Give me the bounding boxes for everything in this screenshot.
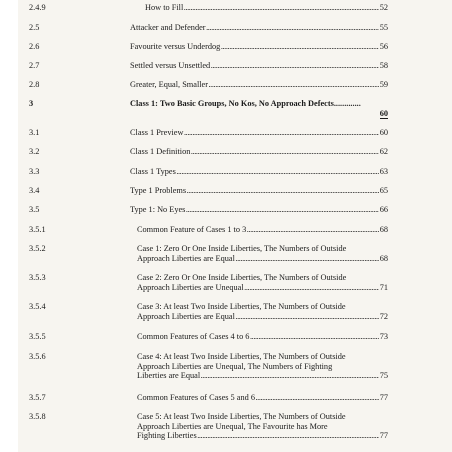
section-number: 3.5.5 <box>29 332 46 341</box>
chapter-title: Class 1: Two Basic Groups, No Kos, No Approach Defects............. <box>130 99 361 108</box>
dot-leader <box>197 431 379 441</box>
dot-leader <box>184 128 379 138</box>
entry-title-line: Approach Liberties are Equal <box>137 253 235 263</box>
page-number: 65 <box>379 186 388 195</box>
page-number: 68 <box>379 253 388 263</box>
entry-title: How to Fill <box>145 3 184 12</box>
entry-title: Settled versus Unsettled <box>130 61 211 70</box>
page-number: 73 <box>379 332 388 341</box>
page-number: 60 <box>379 128 388 137</box>
chapter-number: 3 <box>29 99 34 108</box>
section-number: 3.5.6 <box>29 352 46 361</box>
section-number: 3.3 <box>29 167 40 176</box>
entry-title: Favourite versus Underdog <box>130 42 221 51</box>
dot-leader <box>186 205 379 215</box>
entry-title: Common Feature of Cases 1 to 3 <box>137 225 247 234</box>
section-number: 3.5.2 <box>29 244 46 253</box>
entry-title-line: Case 1: Zero Or One Inside Liberties, The Numbers of Outside <box>137 244 347 253</box>
entry-title: Common Features of Cases 4 to 6 <box>137 332 250 341</box>
section-number: 2.8 <box>29 80 40 89</box>
dot-leader <box>209 80 380 90</box>
entry-title: Class 1 Definition <box>130 147 191 156</box>
section-number: 3.5 <box>29 205 40 214</box>
dot-leader <box>187 186 380 196</box>
entry-title: Type 1 Problems <box>130 186 187 195</box>
section-number: 3.1 <box>29 128 40 137</box>
entry-title-line: Approach Liberties are Unequal, The Numbers of Fighting <box>137 361 333 371</box>
dot-leader <box>255 393 379 403</box>
entry-title-line: Case 5: At least Two Inside Liberties, The Numbers of Outside <box>137 412 346 421</box>
dot-leader <box>247 225 379 235</box>
dot-leader <box>221 42 379 52</box>
section-number: 3.5.7 <box>29 393 46 402</box>
entry-title-line: Case 2: Zero Or One Inside Liberties, The Numbers of Outside <box>137 273 347 282</box>
dot-leader <box>206 23 379 33</box>
dot-leader <box>201 371 380 381</box>
dot-leader <box>235 312 379 322</box>
entry-title: Attacker and Defender <box>130 23 206 32</box>
page-number: 71 <box>379 282 388 292</box>
section-number: 3.5.4 <box>29 302 46 311</box>
section-number: 2.5 <box>29 23 40 32</box>
dot-leader <box>184 3 379 13</box>
entry-title-line: Approach Liberties are Unequal <box>137 282 244 292</box>
entry-title-line: Case 3: At least Two Inside Liberties, The Numbers of Outside <box>137 302 346 311</box>
page-number: 55 <box>379 23 388 32</box>
entry-title-line: Case 4: At least Two Inside Liberties, The Numbers of Outside <box>137 352 346 361</box>
section-number: 3.5.8 <box>29 412 46 421</box>
entry-title-line: Liberties are Equal <box>137 371 201 381</box>
section-number: 2.6 <box>29 42 40 51</box>
page-number: 56 <box>379 42 388 51</box>
entry-title: Type 1: No Eyes <box>130 205 186 214</box>
page-number: 72 <box>379 311 388 321</box>
page-number: 59 <box>379 80 388 89</box>
page-number: 58 <box>379 61 388 70</box>
entry-title-line: Approach Liberties are Unequal, The Favourite has More <box>137 421 328 431</box>
dot-leader <box>244 283 379 293</box>
dot-leader <box>211 61 380 71</box>
page-number: 75 <box>379 371 388 381</box>
page-number: 68 <box>379 225 388 234</box>
entry-title: Greater, Equal, Smaller <box>130 80 208 89</box>
page-number: 66 <box>379 205 388 214</box>
section-number: 3.2 <box>29 147 40 156</box>
section-number: 2.7 <box>29 61 40 70</box>
dot-leader <box>176 167 379 177</box>
page-number: 63 <box>379 167 388 176</box>
page-number: 60 <box>379 108 388 118</box>
section-number: 3.4 <box>29 186 40 195</box>
section-number: 3.5.1 <box>29 225 46 234</box>
page-number: 77 <box>379 393 388 402</box>
dot-leader <box>235 254 379 264</box>
page-number: 62 <box>379 147 388 156</box>
entry-title: Common Features of Cases 5 and 6 <box>137 393 255 402</box>
entry-title-line: Approach Liberties are Equal <box>137 311 235 321</box>
entry-title: Class 1 Preview <box>130 128 184 137</box>
dot-leader <box>250 332 379 342</box>
page-number: 52 <box>379 3 388 12</box>
dot-leader <box>191 147 379 157</box>
section-number: 2.4.9 <box>29 3 46 12</box>
entry-title: Class 1 Types <box>130 167 176 176</box>
section-number: 3.5.3 <box>29 273 46 282</box>
entry-title-line: Fighting Liberties <box>137 431 197 441</box>
toc-page <box>18 0 452 452</box>
page-number: 77 <box>379 431 388 441</box>
